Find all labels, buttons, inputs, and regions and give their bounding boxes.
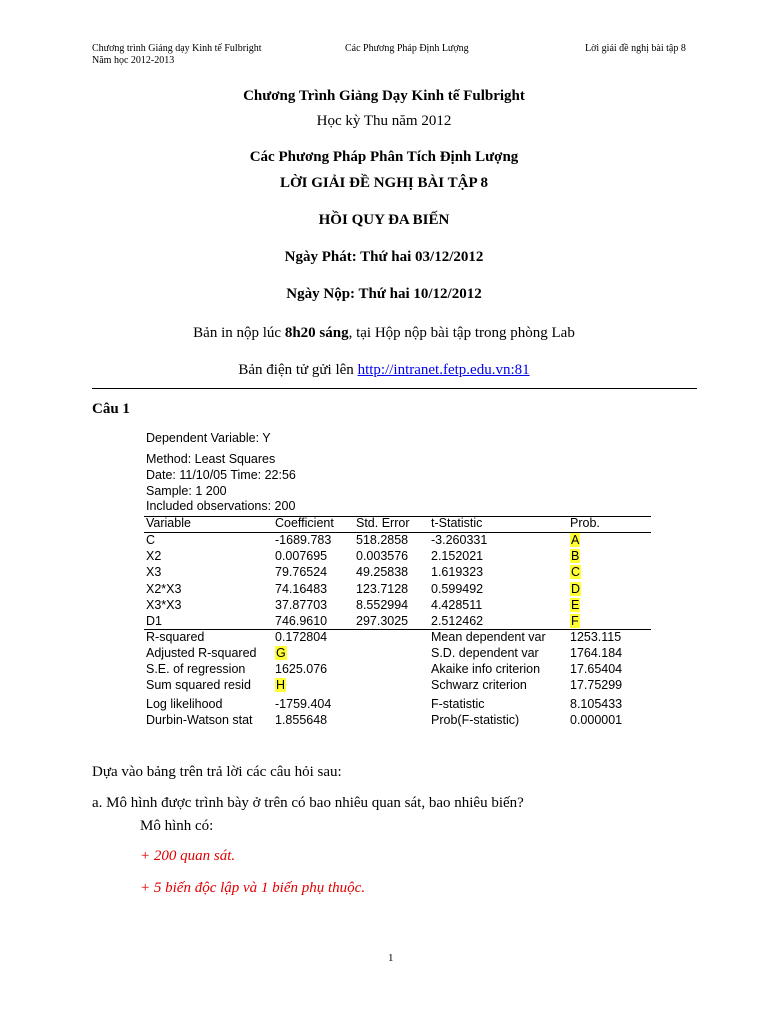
electronic-note-before: Bản điện tử gửi lên bbox=[238, 362, 358, 378]
coefficient-cell: -3.260331 bbox=[431, 533, 488, 547]
answer-intro: Mô hình có: bbox=[140, 818, 214, 834]
question-1-heading: Câu 1 bbox=[92, 401, 130, 417]
assignment-title: LỜI GIẢI ĐỀ NGHỊ BÀI TẬP 8 bbox=[279, 175, 489, 191]
metadata-line: Method: Least Squares bbox=[146, 452, 276, 466]
due-date-value: : Thứ hai 10/12/2012 bbox=[350, 286, 482, 302]
statistic-cell bbox=[275, 645, 287, 661]
statistic-cell: Sum squared resid bbox=[146, 678, 251, 692]
course-title: Các Phương Pháp Phân Tích Định Lượng bbox=[249, 149, 519, 165]
semester-title: Học kỳ Thu năm 2012 bbox=[316, 113, 452, 129]
highlighted-answer-blank: B bbox=[571, 549, 580, 564]
section-divider bbox=[92, 388, 697, 389]
column-header: Prob. bbox=[570, 516, 600, 530]
coefficient-cell: X3 bbox=[146, 565, 162, 580]
prob-placeholder bbox=[570, 564, 581, 580]
issue-date bbox=[0, 249, 768, 266]
statistic-cell: Adjusted R-squared bbox=[146, 646, 257, 660]
statistic-cell: 17.65404 bbox=[570, 662, 623, 676]
statistic-cell: Prob(F-statistic) bbox=[431, 713, 520, 727]
statistic-cell: Durbin-Watson stat bbox=[146, 713, 253, 727]
highlighted-answer-blank: A bbox=[571, 533, 580, 547]
instruction-text: Dựa vào bảng trên trả lời các câu hỏi sau: bbox=[92, 764, 342, 780]
prob-placeholder bbox=[570, 532, 580, 548]
statistic-cell: 8.105433 bbox=[570, 697, 623, 711]
metadata-line: Sample: 1 200 bbox=[146, 484, 227, 498]
answer-observations: + 200 quan sát. bbox=[140, 848, 236, 864]
statistic-cell: 1764.184 bbox=[570, 646, 623, 660]
coefficient-cell: 49.25838 bbox=[356, 565, 409, 580]
statistic-cell: -1759.404 bbox=[275, 697, 332, 711]
highlighted-answer-blank: F bbox=[571, 614, 579, 628]
coefficient-cell: 0.003576 bbox=[356, 549, 409, 564]
statistic-cell: R-squared bbox=[146, 630, 205, 644]
statistic-cell: 17.75299 bbox=[570, 678, 623, 692]
highlighted-answer-blank: H bbox=[276, 678, 286, 692]
statistic-cell: F-statistic bbox=[431, 697, 485, 711]
prob-placeholder bbox=[570, 548, 580, 564]
metadata-line: Date: 11/10/05 Time: 22:56 bbox=[146, 468, 296, 482]
statistic-cell: 1625.076 bbox=[275, 662, 328, 676]
program-title: Chương Trình Giảng Dạy Kinh tế Fulbright bbox=[243, 88, 525, 104]
statistic-cell: 0.172804 bbox=[275, 630, 328, 644]
electronic-submission-note bbox=[0, 362, 768, 379]
coefficient-cell: 0.007695 bbox=[275, 549, 328, 564]
due-date bbox=[0, 286, 768, 303]
coefficient-cell: 4.428511 bbox=[431, 597, 483, 612]
coefficient-cell: 0.599492 bbox=[431, 581, 484, 596]
due-date-label: Ngày Nộp bbox=[286, 286, 351, 302]
statistic-cell: Akaike info criterion bbox=[431, 662, 541, 676]
coefficient-cell: X3*X3 bbox=[146, 597, 182, 612]
question-a: a. Mô hình được trình bày ở trên có bao nhiêu quan sát, bao nhiêu biến? bbox=[92, 795, 524, 811]
highlighted-answer-blank: D bbox=[571, 581, 581, 596]
statistic-cell: Log likelihood bbox=[146, 697, 223, 711]
print-note-before: Bản in nộp lúc bbox=[193, 325, 285, 341]
issue-date-value: : Thứ hai 03/12/2012 bbox=[351, 249, 484, 265]
metadata-line: Included observations: 200 bbox=[146, 499, 296, 513]
print-submission-note bbox=[0, 325, 768, 342]
coefficient-cell: 746.9610 bbox=[275, 614, 328, 628]
coefficient-cell: 74.16483 bbox=[275, 581, 328, 596]
intranet-link[interactable]: http://intranet.fetp.edu.vn:81 bbox=[357, 362, 530, 378]
header-document-type: Lời giải đề nghị bài tập 8 bbox=[585, 43, 686, 54]
coefficient-cell: 8.552994 bbox=[356, 597, 409, 612]
coefficient-cell: 37.87703 bbox=[275, 597, 328, 612]
column-header: Coefficient bbox=[275, 516, 334, 530]
answer-variables: + 5 biến độc lập và 1 biến phụ thuộc. bbox=[140, 880, 366, 896]
column-header: Std. Error bbox=[356, 516, 410, 530]
highlighted-answer-blank: C bbox=[571, 565, 581, 580]
prob-placeholder bbox=[570, 581, 581, 597]
statistic-cell: 1253.115 bbox=[570, 630, 622, 644]
coefficient-cell: -1689.783 bbox=[275, 533, 332, 547]
coefficient-cell: 2.512462 bbox=[431, 614, 484, 628]
highlighted-answer-blank: G bbox=[276, 646, 286, 660]
statistic-cell: S.D. dependent var bbox=[431, 646, 539, 660]
coefficient-cell: 1.619323 bbox=[431, 565, 484, 580]
statistic-cell bbox=[275, 677, 286, 693]
header-subject: Các Phương Pháp Định Lượng bbox=[345, 43, 469, 54]
coefficient-cell: 123.7128 bbox=[356, 581, 409, 596]
statistic-cell: Schwarz criterion bbox=[431, 678, 527, 692]
coefficient-cell: D1 bbox=[146, 614, 162, 628]
coefficient-cell: 2.152021 bbox=[431, 549, 484, 564]
statistic-cell: S.E. of regression bbox=[146, 662, 246, 676]
column-header: t-Statistic bbox=[431, 516, 483, 530]
issue-date-label: Ngày Phát bbox=[284, 249, 352, 265]
highlighted-answer-blank: E bbox=[571, 597, 580, 612]
coefficient-cell: 79.76524 bbox=[275, 565, 328, 580]
header-academic-year: Năm học 2012-2013 bbox=[92, 55, 175, 66]
topic-title: HỒI QUY ĐA BIẾN bbox=[318, 212, 450, 228]
page-number: 1 bbox=[388, 952, 394, 964]
statistic-cell: 0.000001 bbox=[570, 713, 623, 727]
coefficient-cell: 297.3025 bbox=[356, 614, 409, 628]
column-header: Variable bbox=[146, 516, 191, 530]
print-note-after: , tại Hộp nộp bài tập trong phòng Lab bbox=[348, 325, 575, 341]
coefficient-cell: 518.2858 bbox=[356, 533, 409, 547]
print-note-time: 8h20 sáng bbox=[284, 325, 349, 341]
statistic-cell: 1.855648 bbox=[275, 713, 328, 727]
metadata-line: Dependent Variable: Y bbox=[146, 431, 271, 445]
prob-placeholder bbox=[570, 613, 580, 629]
header-course-program: Chương trình Giảng dạy Kinh tế Fulbright bbox=[92, 43, 262, 54]
coefficient-cell: C bbox=[146, 533, 156, 547]
prob-placeholder bbox=[570, 597, 580, 613]
coefficient-cell: X2 bbox=[146, 549, 162, 564]
statistic-cell: Mean dependent var bbox=[431, 630, 546, 644]
coefficient-cell: X2*X3 bbox=[146, 581, 182, 596]
